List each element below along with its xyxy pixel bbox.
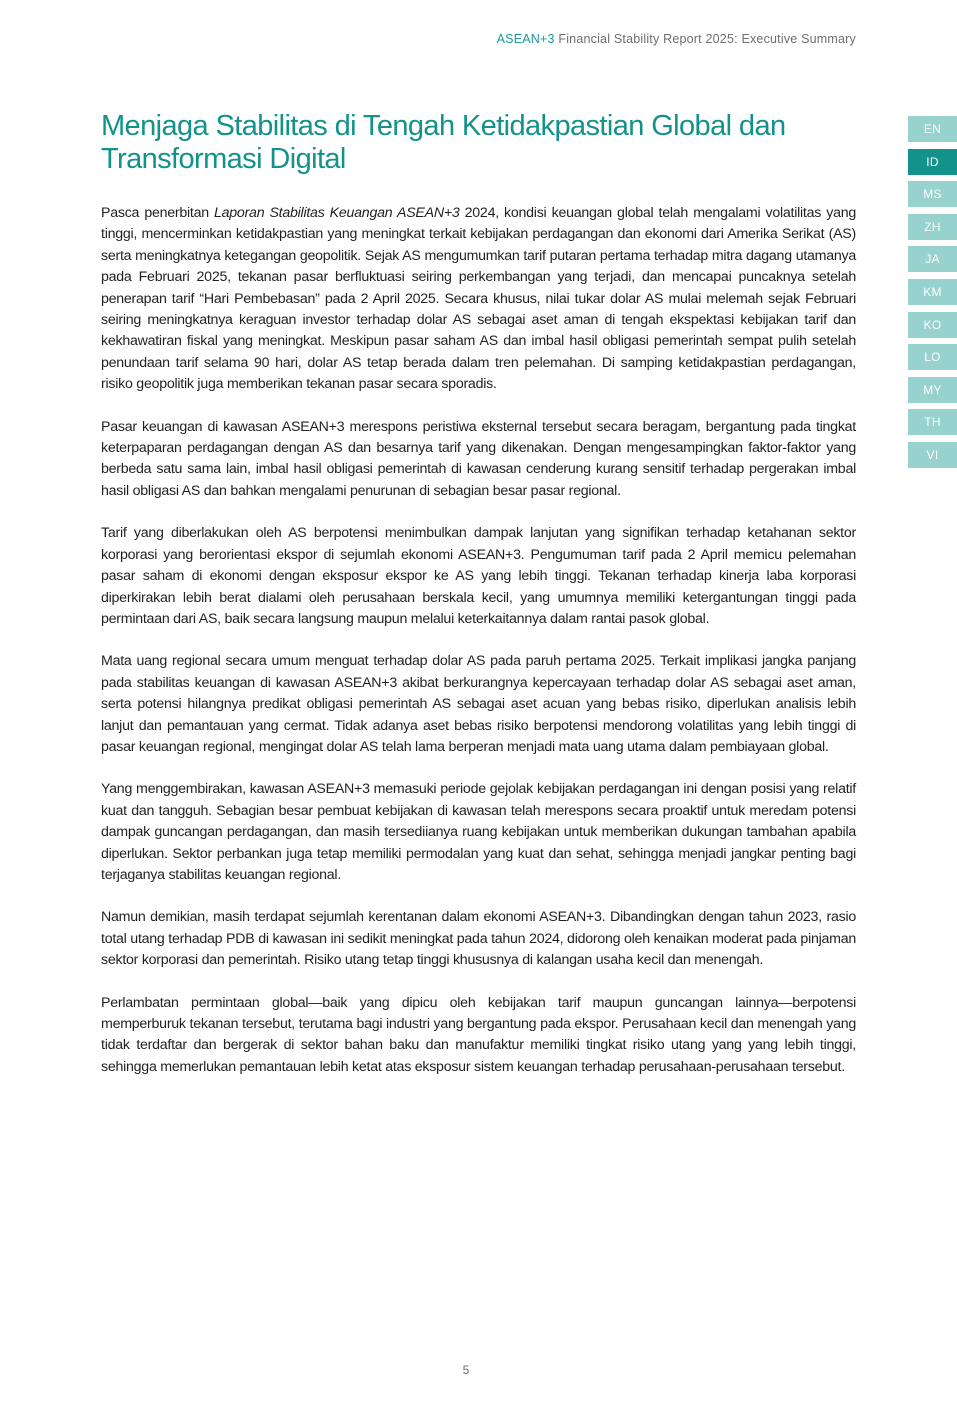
lang-tab-th[interactable]: TH [908,409,957,435]
running-header [497,32,856,46]
lang-tab-en[interactable]: EN [908,116,957,142]
paragraph-1 [101,203,856,396]
lang-tab-ja[interactable]: JA [908,246,957,272]
page-title-line-1: Menjaga Stabilitas di Tengah Ketidakpastian Global dan [101,110,786,142]
header-brand: ASEAN+3 [496,32,555,46]
paragraph-7: Perlambatan permintaan global—baik yang dipicu oleh kebijakan tarif maupun guncangan lainnya—berpotensi memperburuk tekanan tersebut, terutama bagi industri yang bergantung pada ekspor. Perusahaan kecil dan menengah yang tidak terdaftar dan bergerak di sektor bahan baku dan manufaktur memiliki tingkat risiko utang yang yang lebih tinggi, sehingga memerlukan pemantauan lebih ketat atas eksposur sistem keuangan terhadap perusahaan-perusahaan tersebut. [101,994,856,1075]
paragraph-4: Mata uang regional secara umum menguat terhadap dolar AS pada paruh pertama 2025. Terkait implikasi jangka panjang pada stabilitas keuangan di kawasan ASEAN+3 akibat berkurangnya kepercayaan terhadap dolar AS sebagai aset aman, serta potensi hilangnya predikat obligasi pemerintah AS sebagai aset acuan yang bebas risiko, diperlukan analisis lebih lanjut dan pemantauan yang cermat. Tidak adanya aset bebas risiko berpotensi mendorong volatilitas yang lebih tinggi di pasar keuangan regional, mengingat dolar AS telah lama berperan menjadi mata uang utama dalam pembiayaan global. [101,653,856,755]
language-tabs [908,116,957,475]
paragraph-5: Yang menggembirakan, kawasan ASEAN+3 memasuki periode gejolak kebijakan perdagangan ini dengan posisi yang relatif kuat dan tangguh. Sebagian besar pembuat kebijakan di kawasan telah merespons secara proaktif untuk meredam potensi dampak guncangan perdagangan, dan masih tersediianya ruang kebijakan untuk memberikan dukungan tambahan apabila diperlukan. Sektor perbankan juga tetap memiliki permodalan yang kuat dan sehat, sehingga menjadi jangkar penting bagi terjaganya stabilitas keuangan regional. [101,781,856,883]
paragraph-1-lead: Pasca penerbitan [101,205,215,221]
paragraph-6: Namun demikian, masih terdapat sejumlah kerentanan dalam ekonomi ASEAN+3. Dibandingkan dengan tahun 2023, rasio total utang terhadap PDB di kawasan ini sedikit meningkat pada tahun 2024, didorong oleh kenaikan moderat pada pinjaman sektor korporasi dan pemerintah. Risiko utang tetap tinggi khususnya di kalangan usaha kecil dan menengah. [101,909,856,969]
report-title-italic: Laporan Stabilitas Keuangan ASEAN+3 [214,205,460,221]
lang-tab-km[interactable]: KM [908,279,957,305]
header-report-title: Financial Stability Report 2025: Executive Summary [558,32,856,46]
lang-tab-my[interactable]: MY [908,377,957,403]
lang-tab-zh[interactable]: ZH [908,214,957,240]
lang-tab-vi[interactable]: VI [908,442,957,468]
lang-tab-ko[interactable]: KO [908,312,957,338]
page-number: 5 [462,1363,470,1377]
paragraph-3: Tarif yang diberlakukan oleh AS berpotensi menimbulkan dampak lanjutan yang signifikan terhadap ketahanan sektor korporasi yang berorientasi ekspor di sejumlah ekonomi ASEAN+3. Pengumuman tarif pada 2 April memicu pelemahan pasar saham di ekonomi dengan eksposur ekspor ke AS yang lebih tinggi. Tekanan terhadap kinerja laba korporasi diperkirakan lebih berat dialami oleh perusahaan berskala kecil, yang umumnya memiliki ketergantungan tinggi pada permintaan dari AS, baik secara langsung maupun melalui keterkaitannya dalam rantai pasok global. [101,525,856,627]
paragraph-2: Pasar keuangan di kawasan ASEAN+3 merespons peristiwa eksternal tersebut secara beragam, bergantung pada tingkat keterpaparan perdagangan dengan AS dan besarnya tarif yang dikenakan. Dengan mengesampingkan faktor-faktor yang berbeda satu sama lain, imbal hasil obligasi pemerintah di kawasan cenderung kurang sensitif terhadap pergerakan imbal hasil obligasi AS dan bahkan mengalami penurunan di sebagian besar pasar regional. [101,418,856,499]
lang-tab-lo[interactable]: LO [908,344,957,370]
body-text [101,203,856,1099]
lang-tab-ms[interactable]: MS [908,181,957,207]
page-title-line-2: Transformasi Digital [101,143,346,175]
paragraph-1-rest: 2024, kondisi keuangan global telah mengalami volatilitas yang tinggi, mencerminkan ketidakpastian yang meningkat terkait kebijakan perdagangan dan ekonomi dari Amerika Serikat (AS) serta meningkatnya ketegangan geopolitik. Sejak AS mengumumkan tarif putaran pertama terhadap mitra dagang utamanya pada Februari 2025, tekanan pasar berfluktuasi seiring perkembangan yang terjadi, dan mencapai puncaknya setelah penerapan tarif “Hari Pembebasan” pada 2 April 2025. Secara khusus, nilai tukar dolar AS mulai melemah sejak Februari seiring meningkatnya keraguan investor terhadap dolar AS sebagai aset aman di tengah ekspektasi kebijakan tarif dan kekhawatiran fiskal yang meningkat. Meskipun pasar saham AS dan imbal hasil obligasi pemerintah sempat pulih setelah penundaan tarif selama 90 hari, dolar AS tetap berada dalam tren pelemahan. Di samping ketidakpastian perdagangan, risiko geopolitik juga memberikan tekanan pasar secara sporadis. [101,205,856,393]
page-title [101,110,841,176]
lang-tab-id[interactable]: ID [908,149,957,175]
